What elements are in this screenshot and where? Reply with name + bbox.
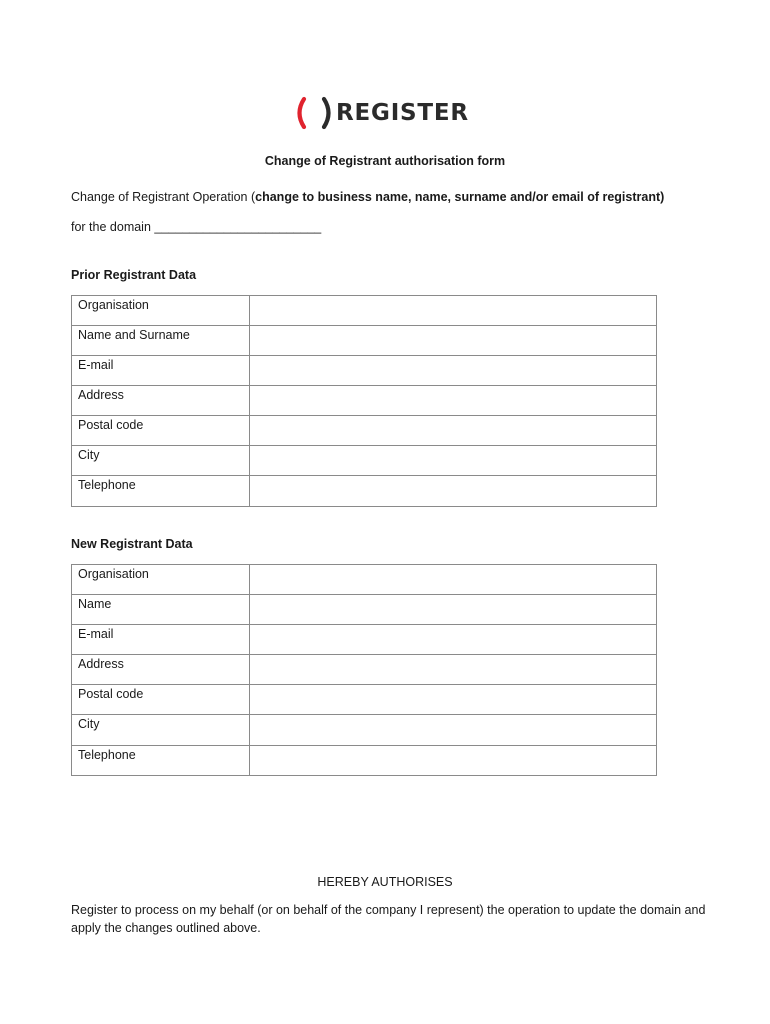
brackets-logo-icon — [294, 96, 334, 130]
row-label: City — [72, 446, 250, 476]
value-field[interactable] — [250, 655, 657, 685]
operation-detail: change to business name, name, surname and/or email of registrant) — [255, 190, 665, 204]
row-label: Address — [72, 386, 250, 416]
table-row — [72, 476, 657, 507]
row-label: E-mail — [72, 625, 250, 655]
table-row — [72, 715, 657, 746]
operation-prefix: Change of Registrant Operation ( — [71, 190, 256, 204]
table-row — [72, 565, 657, 595]
value-field[interactable] — [250, 356, 657, 386]
value-field[interactable] — [250, 595, 657, 625]
authorises-heading: HEREBY AUTHORISES — [317, 875, 453, 889]
value-field[interactable] — [250, 565, 657, 595]
value-field[interactable] — [250, 715, 657, 746]
form-title: Change of Registrant authorisation form — [264, 154, 506, 168]
value-field[interactable] — [250, 386, 657, 416]
row-label: City — [72, 715, 250, 746]
value-field[interactable] — [250, 326, 657, 356]
row-label: Name — [72, 595, 250, 625]
new-registrant-table — [71, 564, 657, 776]
table-row — [72, 746, 657, 776]
row-label: Organisation — [72, 565, 250, 595]
table-row — [72, 685, 657, 715]
row-label: Address — [72, 655, 250, 685]
value-field[interactable] — [250, 625, 657, 655]
value-field[interactable] — [250, 446, 657, 476]
row-label: Telephone — [72, 746, 250, 776]
row-label: Postal code — [72, 685, 250, 715]
table-row — [72, 356, 657, 386]
register-logo — [294, 96, 469, 130]
row-label: Telephone — [72, 476, 250, 507]
row-label: Organisation — [72, 296, 250, 326]
prior-registrant-table — [71, 295, 657, 507]
prior-registrant-heading: Prior Registrant Data — [71, 268, 197, 282]
logo-wordmark: REGISTER — [336, 100, 469, 126]
table-row — [72, 655, 657, 685]
row-label: Postal code — [72, 416, 250, 446]
value-field[interactable] — [250, 685, 657, 715]
value-field[interactable] — [250, 296, 657, 326]
row-label: E-mail — [72, 356, 250, 386]
table-row — [72, 326, 657, 356]
row-label: Name and Surname — [72, 326, 250, 356]
value-field[interactable] — [250, 476, 657, 507]
table-row — [72, 296, 657, 326]
table-row — [72, 625, 657, 655]
new-registrant-heading: New Registrant Data — [71, 537, 193, 551]
table-row — [72, 446, 657, 476]
table-row — [72, 595, 657, 625]
value-field[interactable] — [250, 746, 657, 776]
value-field[interactable] — [250, 416, 657, 446]
domain-line: for the domain ________________________ — [71, 220, 322, 234]
authorisation-statement: Register to process on my behalf (or on behalf of the company I represent) the operation to update the domain and apply the changes outlined above. — [71, 903, 706, 935]
table-row — [72, 386, 657, 416]
operation-line — [71, 190, 664, 204]
table-row — [72, 416, 657, 446]
